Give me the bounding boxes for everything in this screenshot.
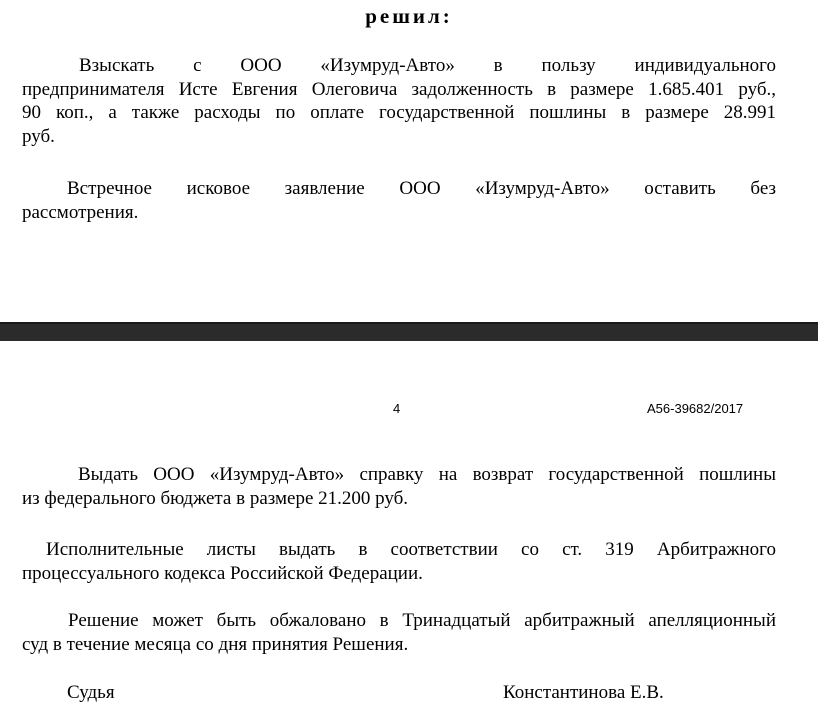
paragraph-line: из федерального бюджета в размере 21.200 руб. <box>22 487 409 509</box>
paragraph-line: Встречное исковое заявление ООО «Изумруд-Авто» оставить без <box>67 178 776 199</box>
page-number: 4 <box>393 401 401 416</box>
paragraph-line: суд в течение месяца со дня принятия Решения. <box>22 633 409 655</box>
paragraph-counterclaim <box>22 177 776 224</box>
paragraph-line: Выдать ООО «Изумруд-Авто» справку на возврат государственной пошлины <box>78 464 776 485</box>
paragraph-recovery <box>22 54 776 148</box>
paragraph-writs <box>22 538 776 585</box>
signature-name: Константинова Е.В. <box>503 682 664 703</box>
paragraph-line: Взыскать с ООО «Изумруд-Авто» в пользу индивидуального <box>79 55 776 76</box>
paragraph-line: рассмотрения. <box>22 201 139 223</box>
signature-role: Судья <box>67 682 115 703</box>
case-number: А56-39682/2017 <box>647 401 744 416</box>
paragraph-line: Решение может быть обжаловано в Тринадцатый арбитражный апелляционный <box>68 610 776 631</box>
paragraph-refund <box>22 463 776 510</box>
paragraph-line: процессуального кодекса Российской Федерации. <box>22 562 423 584</box>
paragraph-line: 90 коп., а также расходы по оплате государственной пошлины в размере 28.991 <box>22 102 776 123</box>
decision-heading: решил: <box>365 4 453 28</box>
page-divider <box>0 322 818 341</box>
paragraph-line: предпринимателя Исте Евгения Олеговича задолженность в размере 1.685.401 руб., <box>22 78 776 100</box>
paragraph-line: руб. <box>22 125 55 147</box>
paragraph-appeal <box>22 609 776 656</box>
page-bottom <box>0 341 818 712</box>
page-top <box>0 0 818 322</box>
paragraph-line: Исполнительные листы выдать в соответствии со ст. 319 Арбитражного <box>46 539 776 560</box>
